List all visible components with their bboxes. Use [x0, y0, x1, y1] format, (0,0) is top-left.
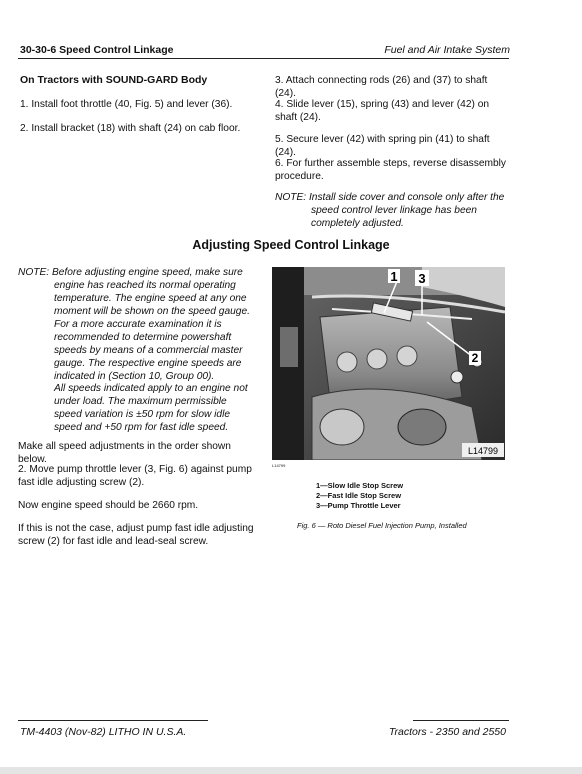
figure-code: L14799: [467, 446, 499, 456]
footer-rule-right: [413, 720, 509, 721]
callout-2: 2: [471, 351, 479, 365]
step-6: 6. For further assemble steps, reverse disassembly procedure.: [275, 158, 507, 182]
injection-pump-photo: [272, 267, 505, 460]
footer-models: Tractors - 2350 and 2550: [388, 726, 506, 738]
header-rule: [18, 58, 509, 59]
page-edge: [0, 767, 582, 774]
legend-item-3: 3—Pump Throttle Lever: [316, 501, 401, 510]
step-1: 1. Install foot throttle (40, Fig. 5) and lever (36).: [20, 99, 233, 110]
instruction-order: Make all speed adjustments in the order shown below.: [18, 441, 231, 465]
note-side-cover: NOTE: Install side cover and console only after the speed control lever linkage has been completely adjusted.: [275, 192, 505, 229]
figure-small-code: L14799: [272, 463, 286, 468]
subsection-title: On Tractors with SOUND-GARD Body: [20, 74, 208, 86]
chapter-title: Fuel and Air Intake System: [384, 44, 510, 56]
step-5: 5. Secure lever (42) with spring pin (41) to shaft (24).: [275, 134, 490, 158]
page-section-header: 30-30-6 Speed Control Linkage: [20, 44, 174, 56]
footer-rule-left: [18, 720, 208, 721]
callout-3: 3: [418, 271, 426, 286]
footer-doc-id: TM-4403 (Nov-82) LITHO IN U.S.A.: [20, 726, 187, 738]
legend-item-2: 2—Fast Idle Stop Screw: [316, 491, 402, 500]
expected-speed: Now engine speed should be 2660 rpm.: [18, 500, 199, 511]
step-4: 4. Slide lever (15), spring (43) and lever (42) on shaft (24).: [275, 99, 490, 123]
adjust-instruction: If this is not the case, adjust pump fast idle adjusting screw (2) for fast idle and lead-seal screw.: [18, 523, 254, 547]
figure-caption: Fig. 6 — Roto Diesel Fuel Injection Pump, Installed: [297, 521, 467, 530]
figure-legend: [316, 481, 403, 511]
step-2: 2. Install bracket (18) with shaft (24) on cab floor.: [20, 123, 241, 134]
step-move-lever: 2. Move pump throttle lever (3, Fig. 6) against pump fast idle adjusting screw (2).: [18, 464, 252, 488]
note-speed-variation: All speeds indicated apply to an engine not under load. The maximum permissible speed variation is ±50 rpm for slow idle speed and +50 rpm for fast idle speed.: [54, 383, 248, 433]
section-title: Adjusting Speed Control Linkage: [192, 238, 390, 252]
callout-1: 1: [390, 269, 398, 284]
note-engine-speed: NOTE: Before adjusting engine speed, make sure engine has reached its normal operating temperature. The engine speed at any one moment will be shown on the speed gauge. For a more accurate examination it is recommended to determine powershaft speeds by means of a commercial master gauge. The respective engine speeds are indicated in (Section 10, Group 00).: [18, 267, 250, 382]
legend-item-1: 1—Slow Idle Stop Screw: [316, 481, 404, 490]
step-3: 3. Attach connecting rods (26) and (37) to shaft (24).: [275, 75, 488, 99]
